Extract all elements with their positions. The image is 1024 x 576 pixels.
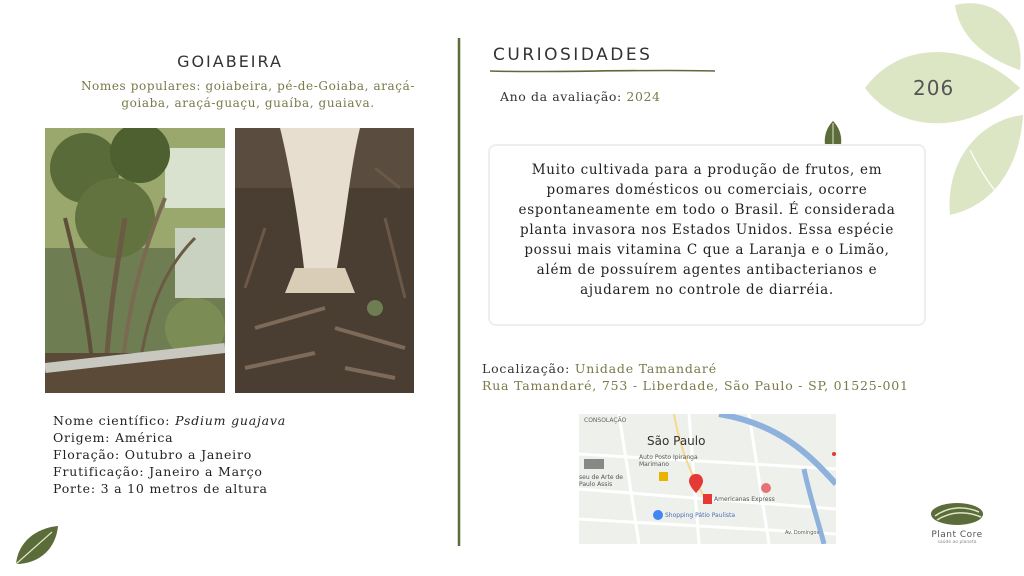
page-number-badge: 206 bbox=[913, 76, 955, 100]
map-poi-museum: seu de Arte de Paulo Assis bbox=[579, 474, 623, 488]
plant-title: GOIABEIRA bbox=[177, 52, 283, 71]
map-poi-street: Av. Domingos bbox=[785, 530, 820, 536]
column-divider bbox=[457, 38, 461, 546]
fact-flowering: Floração: Outubro a Janeiro bbox=[53, 447, 253, 462]
tree-canopy-photo bbox=[45, 128, 225, 393]
leaf-icon-bottom-left bbox=[12, 524, 60, 568]
plant-core-logo-icon bbox=[929, 500, 985, 526]
map-poi-shopping: Shopping Pátio Paulista bbox=[665, 512, 736, 519]
location-info: Localização: Unidade Tamandaré Rua Tamandaré, 753 - Liberdade, São Paulo - SP, 01525-001 bbox=[482, 361, 909, 393]
fact-origin: Origem: América bbox=[53, 430, 174, 445]
location-address: Rua Tamandaré, 753 - Liberdade, São Paulo - SP, 01525-001 bbox=[482, 378, 909, 393]
map-district: CONSOLAÇÃO bbox=[584, 417, 627, 424]
location-map[interactable] bbox=[579, 414, 836, 544]
brand-logo bbox=[922, 500, 992, 545]
map-poi-gas: Auto Posto Ipiranga Marimano bbox=[639, 454, 698, 468]
map-city: São Paulo bbox=[647, 434, 706, 448]
curiosities-card: Muito cultivada para a produção de frutos, em pomares domésticos ou comerciais, ocorre espontaneamente em todo o Brasil. É considerada planta invasora nos Estados Unidos. Essa espécie possui mais vitamina C que a Laranja e o Limão, além de possuírem agentes antibacterianos e ajudarem no controle de diarréia. bbox=[488, 144, 926, 326]
brand-tagline: saúde ao planeta bbox=[937, 540, 977, 545]
evaluation-year: Ano da avaliação: 2024 bbox=[500, 89, 661, 104]
fact-fruiting: Frutificação: Janeiro a Março bbox=[53, 464, 263, 479]
location-unit: Unidade Tamandaré bbox=[574, 361, 717, 376]
fact-size: Porte: 3 a 10 metros de altura bbox=[53, 481, 268, 496]
curiosities-title: CURIOSIDADES bbox=[493, 45, 653, 65]
popular-names: Nomes populares: goiabeira, pé-de-Goiaba, araçá-goiaba, araçá-guaçu, guaíba, guaiava. bbox=[80, 79, 416, 110]
fact-scientific: Nome científico: Psdium guajava bbox=[53, 413, 287, 428]
brand-name: Plant Core bbox=[931, 530, 983, 540]
plant-facts bbox=[53, 412, 286, 497]
tree-trunk-photo bbox=[235, 128, 414, 393]
title-underline bbox=[490, 68, 715, 74]
map-poi-store: Americanas Express bbox=[714, 496, 775, 503]
